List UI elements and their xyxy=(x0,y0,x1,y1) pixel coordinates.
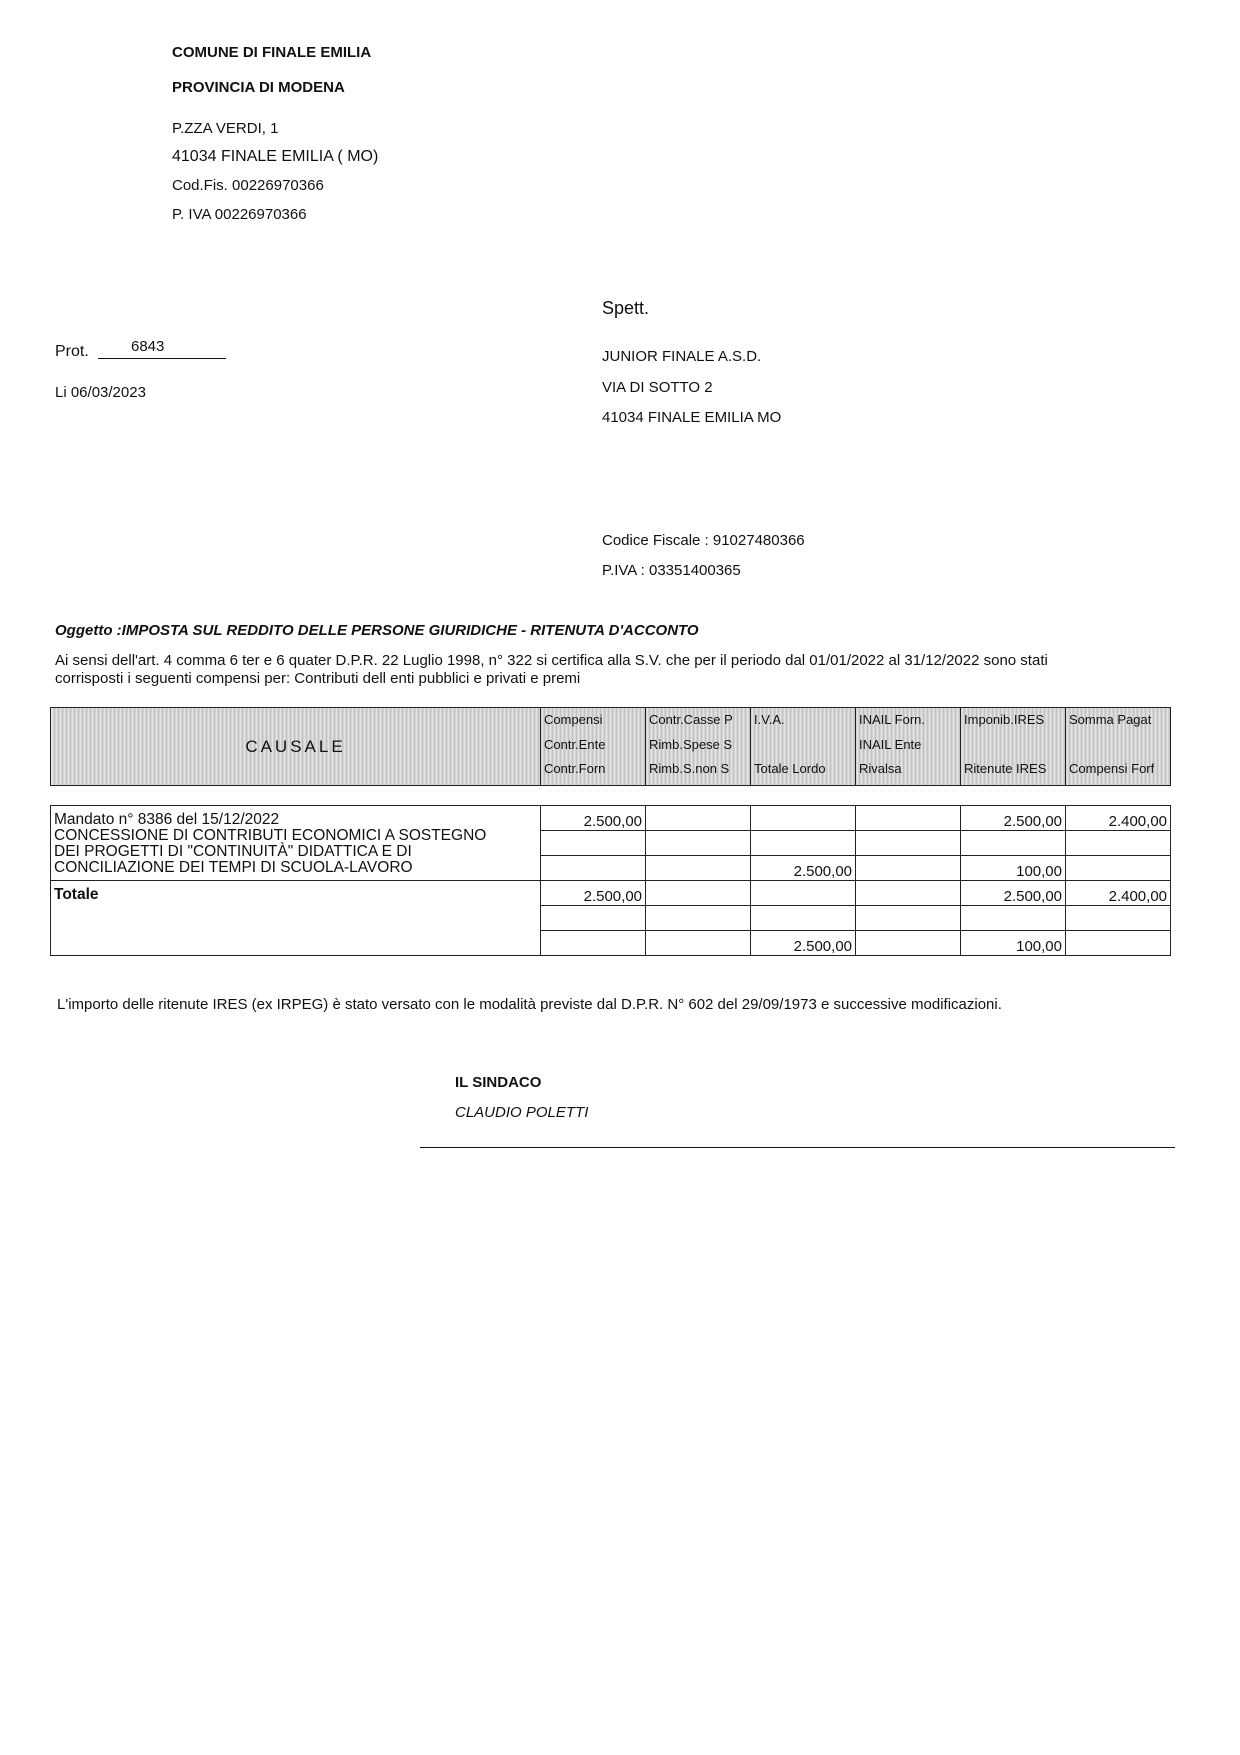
sender-city: 41034 FINALE EMILIA ( MO) xyxy=(172,148,379,165)
salutation: Spett. xyxy=(602,298,650,318)
comune-name: COMUNE DI FINALE EMILIA xyxy=(172,44,372,61)
sender-piva: P. IVA 00226970366 xyxy=(172,206,307,223)
provincia-name: PROVINCIA DI MODENA xyxy=(172,79,345,96)
signature-role: IL SINDACO xyxy=(455,1074,542,1091)
totale-ritenute-ires: 100,00 xyxy=(961,931,1066,956)
protocol-number: 6843 xyxy=(131,338,165,355)
mandato-desc-line2: DEI PROGETTI DI "CONTINUITÀ" DIDATTICA E DI xyxy=(54,843,412,860)
table-header xyxy=(50,707,1171,786)
protocol-date: Li 06/03/2023 xyxy=(55,384,146,401)
totale-label: Totale xyxy=(51,881,541,956)
recipient-codice-fiscale: Codice Fiscale : 91027480366 xyxy=(602,532,805,549)
header-col-somma-pagata: Somma Pagat Compensi Forf xyxy=(1066,708,1171,786)
protocol-label: Prot. xyxy=(55,343,89,360)
recipient-piva: P.IVA : 03351400365 xyxy=(602,562,741,579)
subject-body-line1: Ai sensi dell'art. 4 comma 6 ter e 6 quater D.P.R. 22 Luglio 1998, n° 322 si certifica alla S.V. che per il periodo dal 01/01/2022 al 31/12/2022 sono stati xyxy=(55,652,1048,669)
mandato-imponib-ires: 2.500,00 xyxy=(961,806,1066,831)
sender-codfis: Cod.Fis. 00226970366 xyxy=(172,177,324,194)
footer-note: L'importo delle ritenute IRES (ex IRPEG) è stato versato con le modalità previste dal D.P.R. N° 602 del 29/09/1973 e successive modificazioni. xyxy=(57,996,1002,1013)
recipient-name: JUNIOR FINALE A.S.D. xyxy=(602,348,762,365)
header-col-contr-casse: Contr.Casse P Rimb.Spese S Rimb.S.non S xyxy=(646,708,751,786)
header-col-imponib-ires: Imponib.IRES Ritenute IRES xyxy=(961,708,1066,786)
table-body xyxy=(50,805,1171,956)
mandato-ritenute-ires: 100,00 xyxy=(961,856,1066,881)
signature-name: CLAUDIO POLETTI xyxy=(455,1104,589,1121)
table-row xyxy=(51,881,1171,906)
mandato-desc-line1: CONCESSIONE DI CONTRIBUTI ECONOMICI A SOSTEGNO xyxy=(54,827,487,844)
subject-line: Oggetto :IMPOSTA SUL REDDITO DELLE PERSONE GIURIDICHE - RITENUTA D'ACCONTO xyxy=(55,622,699,639)
recipient-city: 41034 FINALE EMILIA MO xyxy=(602,409,782,426)
header-col-inail: INAIL Forn. INAIL Ente Rivalsa xyxy=(856,708,961,786)
header-causale: CAUSALE xyxy=(51,708,541,786)
totale-imponib-ires: 2.500,00 xyxy=(961,881,1066,906)
mandato-totale-lordo: 2.500,00 xyxy=(751,856,856,881)
mandato-desc-line3: CONCILIAZIONE DEI TEMPI DI SCUOLA-LAVORO xyxy=(54,859,413,876)
table-row xyxy=(51,806,1171,831)
recipient-street: VIA DI SOTTO 2 xyxy=(602,379,713,396)
sender-address: P.ZZA VERDI, 1 xyxy=(172,120,279,137)
header-col-iva: I.V.A. Totale Lordo xyxy=(751,708,856,786)
totale-compensi: 2.500,00 xyxy=(541,881,646,906)
mandato-title: Mandato n° 8386 del 15/12/2022 xyxy=(54,811,280,828)
subject-body-line2: corrisposti i seguenti compensi per: Contributi dell enti pubblici e privati e premi xyxy=(55,670,581,687)
mandato-description xyxy=(51,806,541,881)
totale-somma-pagata: 2.400,00 xyxy=(1066,881,1171,906)
mandato-compensi: 2.500,00 xyxy=(541,806,646,831)
mandato-somma-pagata: 2.400,00 xyxy=(1066,806,1171,831)
header-col-compensi: Compensi Contr.Ente Contr.Forn xyxy=(541,708,646,786)
totale-totale-lordo: 2.500,00 xyxy=(751,931,856,956)
recipient-block xyxy=(602,298,1102,598)
signature-line xyxy=(420,1147,1175,1148)
